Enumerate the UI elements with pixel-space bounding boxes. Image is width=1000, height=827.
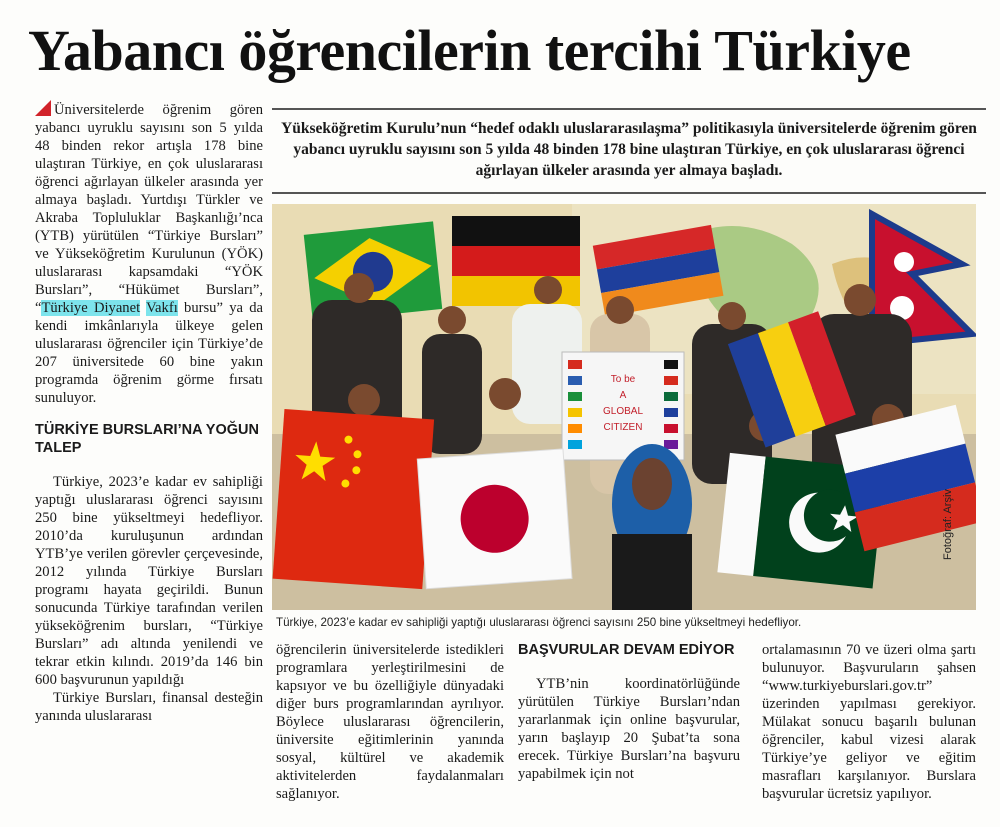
subheading: TÜRKİYE BURSLARI’NA YOĞUN TALEP bbox=[35, 422, 259, 456]
article-column-3 bbox=[518, 641, 740, 783]
body-paragraph: Türkiye Bursları, finansal desteğin yanında uluslararası bbox=[35, 690, 263, 724]
article-column-2 bbox=[276, 641, 504, 803]
sign-text: CITIZEN bbox=[603, 422, 643, 433]
photo-credit: Fotoğraf: Arşiv bbox=[942, 489, 954, 560]
article-column-1 bbox=[35, 100, 263, 725]
body-paragraph: YTB’nin koordinatörlüğünde yürütülen Türkiye Bursları’ndan yararlanmak için online başvurular, yarın başlayıp 20 Şubat’ta sona erecek. Türkiye Bursları’na başvuru yapabilmek için not bbox=[518, 676, 740, 782]
subheading: BAŞVURULAR DEVAM EDİYOR bbox=[518, 642, 735, 658]
article-column-4 bbox=[762, 641, 976, 803]
highlighted-text: Türkiye Diyanet bbox=[41, 300, 141, 316]
body-paragraph: Türkiye, 2023’e kadar ev sahipliği yaptığı uluslararası öğrenci sayısını 250 bine yükseltmeyi hedefliyor. 2010’da kuruluşunun ardından YTB’ye verilen görevler çerçevesinde, 2012 yılında Türkiye Bursları programı hayata geçirildi. Bunun sonucunda Türkiye tarafından verilen yükseköğrenim bursları, “Türkiye Bursları” adı altında yenilendi ve tekrar etkin kılındı. 2019’da 146 bin 600 başvurunun yapıldığı bbox=[35, 474, 263, 688]
section-marker-icon bbox=[35, 100, 51, 116]
photo-caption: Türkiye, 2023’e kadar ev sahipliği yaptığı uluslararası öğrenci sayısını 250 bine yükseltmeyi hedefliyor. bbox=[276, 616, 802, 629]
lead-paragraph: Üniversitelerde öğrenim gören yabancı uyruklu sayısını son 5 yılda 48 binden rekor artışla 178 bine ulaştıran Türkiye, en çok uluslararası öğrenci ağırlayan ülkeler arasında yer almaya başladı. Yurtdışı Türkler ve Akraba Topluluklar Başkanlığı’nca (YTB) yürütülen “Türkiye Bursları” ve Yükseköğretim Kurulunun (YÖK) uluslararası kapsamdaki “YÖK Bursları”, “Hükümet Bursları”, “Türkiye Diyanet Vakfı bursu” ya da kendi imkânlarıyla ülkeye gelen uluslararası öğrenciler için Türkiye’de 207 üniversitede 60 bine yakın programda öğrenim görme fırsatı sunuluyor. bbox=[35, 102, 263, 406]
highlighted-text: Vakfı bbox=[146, 300, 178, 316]
news-photo bbox=[272, 204, 976, 610]
body-paragraph: ortalamasının 70 ve üzeri olma şartı bulunuyor. Başvuruların şahsen “www.turkiyeburslari.gov.tr” üzerinden yapılması gerekiyor. Mülakat sonucu başarılı bulunan öğrenciler, kabul vizesi alarak Türkiye’ye geliyor ve eğitim masrafları karşılanıyor. Burslara başvurular ücretsiz yapılıyor. bbox=[762, 642, 976, 802]
sign-text: To be bbox=[610, 374, 636, 385]
sign-text: GLOBAL bbox=[602, 406, 644, 417]
headline: Yabancı öğrencilerin tercihi Türkiye bbox=[28, 18, 911, 83]
summary-box: Yükseköğretim Kurulu’nun “hedef odaklı uluslararasılaşma” politikasıyla üniversitelerde öğrenim gören yabancı uyruklu sayısını son 5 yılda 48 binden 178 bine ulaştıran Türkiye, en çok uluslararası öğrenci ağırlayan ülkeler arasında yer almaya başladı. bbox=[272, 108, 986, 194]
sign-text: A bbox=[619, 390, 627, 401]
body-paragraph: öğrencilerin üniversitelerde istedikleri programlara yerleştirilmesini de kapsıyor ve bu özelliğiyle dünyadaki diğer burs programlarından ayrılıyor. Böylece uluslararası öğrencilerin, üniversite eğitimlerinin yanında sosyal, kültürel ve akademik aktivitelerden faydalanmaları sağlanıyor. bbox=[276, 642, 504, 802]
